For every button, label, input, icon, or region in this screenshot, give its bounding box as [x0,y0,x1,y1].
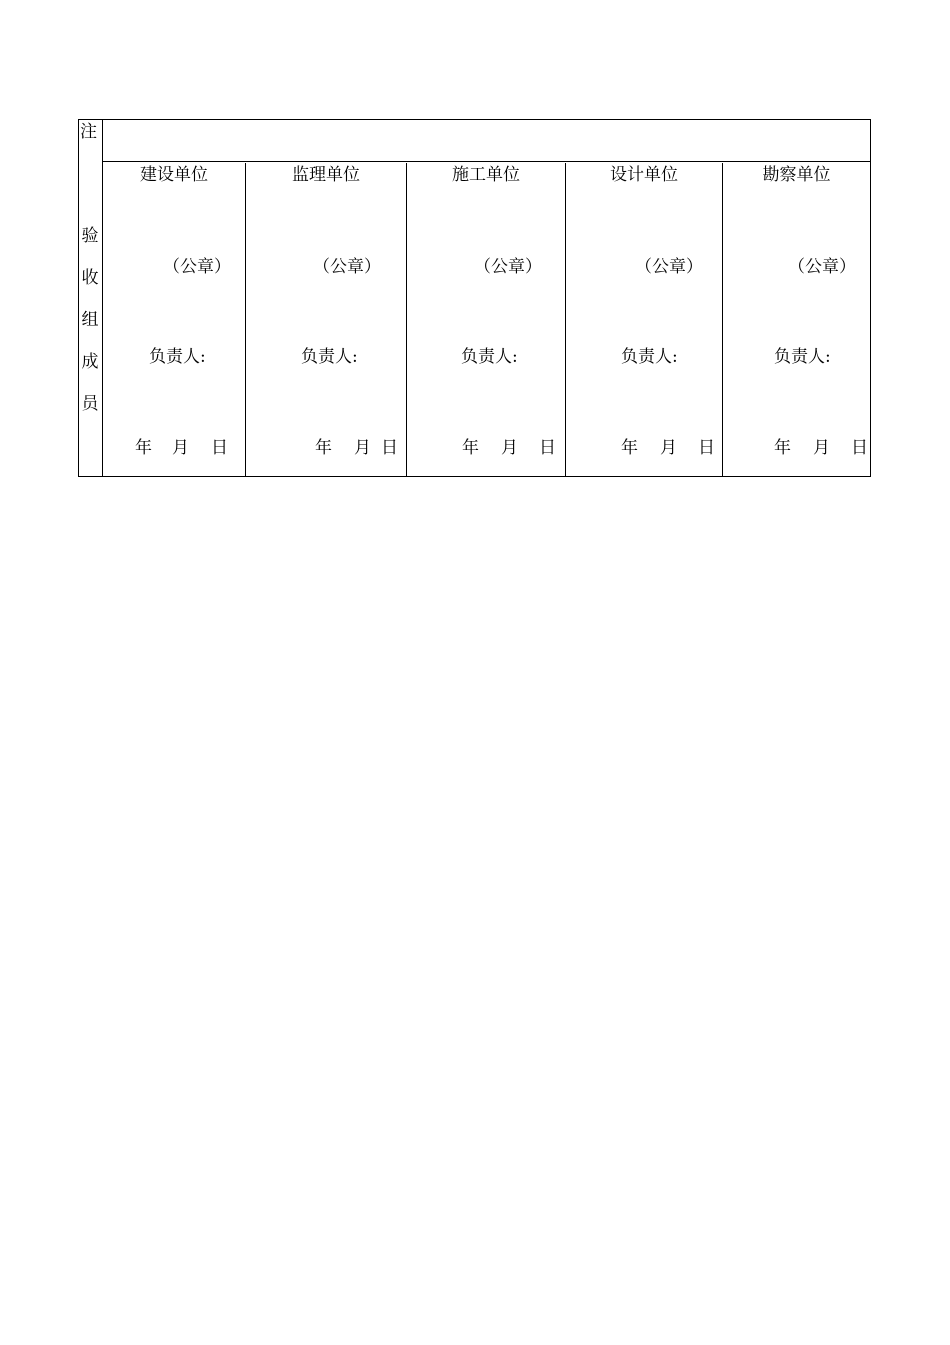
day-label: 日 [539,438,556,458]
unit-name: 建设单位 [140,165,208,185]
acceptance-group-label [78,215,102,425]
responsible-label: 负责人: [774,347,831,367]
note-field[interactable] [104,121,868,160]
unit-cell-survey [723,163,870,477]
date-line [621,438,715,458]
note-label: 注 [80,122,97,142]
month-label: 月 [813,438,830,458]
responsible-label: 负责人: [301,347,358,367]
seal-label: （公章） [635,257,703,277]
responsible-label: 负责人: [461,347,518,367]
seal-label: （公章） [313,257,381,277]
year-label: 年 [462,438,479,458]
seal-label: （公章） [788,257,856,277]
month-label: 月 [501,438,518,458]
day-label: 日 [698,438,715,458]
day-label: 日 [211,438,228,458]
unit-cell-design [566,163,722,477]
month-label: 月 [354,438,371,458]
acceptance-signature-table [78,119,871,477]
date-line [135,438,228,458]
unit-name: 施工单位 [452,165,520,185]
date-line [315,438,398,458]
unit-name: 设计单位 [610,165,678,185]
day-label: 日 [851,438,868,458]
group-label-char: 组 [81,310,99,330]
date-line [462,438,556,458]
group-label-char: 收 [81,268,99,288]
seal-label: （公章） [163,257,231,277]
unit-name: 勘察单位 [762,165,831,185]
group-label-char: 验 [81,226,99,246]
note-row-bottom-border [102,161,871,162]
year-label: 年 [621,438,638,458]
date-line [774,438,868,458]
unit-cell-construction [103,163,245,477]
unit-cell-contractor [407,163,565,477]
year-label: 年 [774,438,791,458]
unit-cell-supervision [246,163,406,477]
responsible-label: 负责人: [621,347,678,367]
unit-name: 监理单位 [292,165,360,185]
month-label: 月 [660,438,677,458]
day-label: 日 [381,438,398,458]
responsible-label: 负责人: [149,347,206,367]
month-label: 月 [172,438,189,458]
group-label-char: 成 [81,352,99,372]
table-top-border [78,119,871,120]
year-label: 年 [135,438,152,458]
seal-label: （公章） [474,257,542,277]
table-right-border [870,119,871,477]
group-label-char: 员 [81,394,99,414]
year-label: 年 [315,438,332,458]
